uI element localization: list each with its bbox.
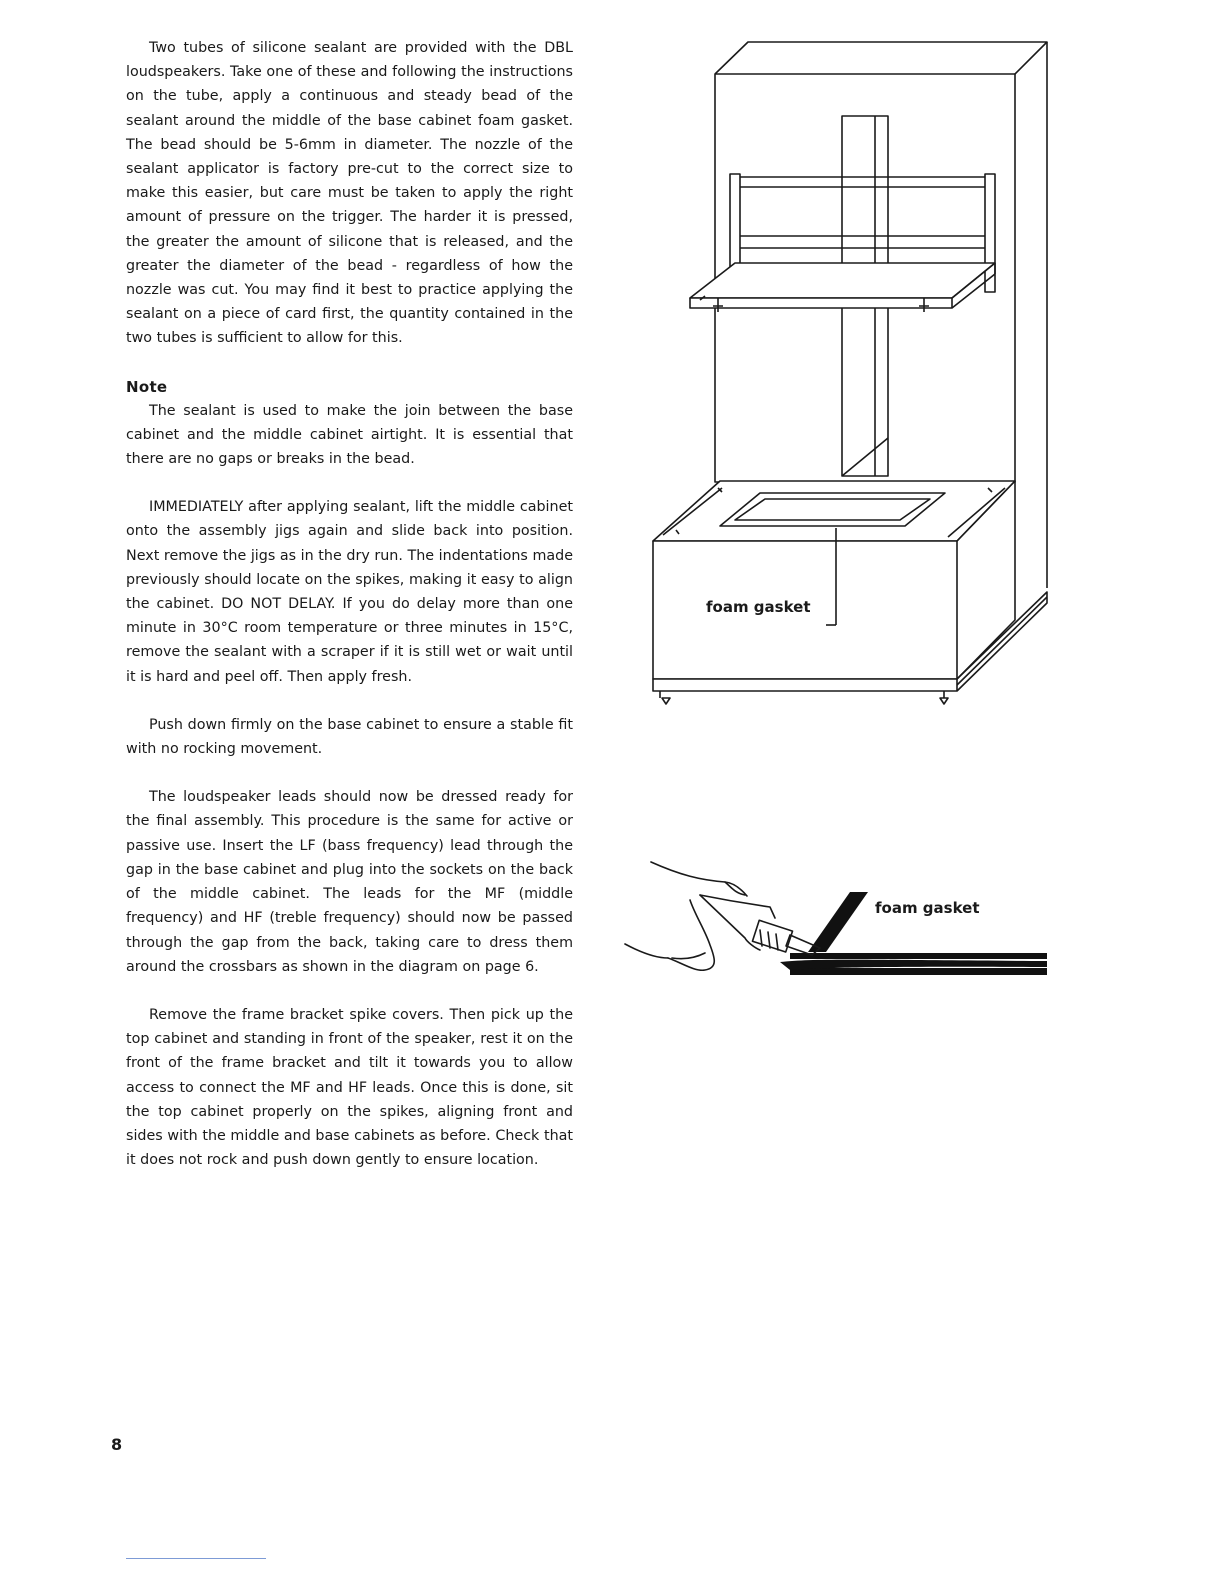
note-heading: Note xyxy=(126,377,168,396)
cabinet-diagram xyxy=(640,30,1060,720)
footer-rule xyxy=(126,1558,266,1559)
paragraph-sealant-instructions: Two tubes of silicone sealant are provided with the DBL loudspeakers. Take one of these and following the instructions on the tube, apply a continuous and steady bead of the sealant around the middle of the base cabinet foam gasket. The bead should be 5-6mm in diameter. The nozzle of the sealant applicator is factory pre-cut to the correct size to make this easier, but care must be taken to apply the right amount of pressure on the trigger. The harder it is pressed, the greater the amount of silicone that is released, and the greater the diameter of the bead - regardless of how the nozzle was cut. You may find it best to practice applying the sealant on a piece of card first, the quantity contained in the two tubes is sufficient to allow for this. xyxy=(126,40,573,347)
page-number: 8 xyxy=(111,1435,123,1454)
paragraph-leads: The loudspeaker leads should now be dressed ready for the final assembly. This procedure is the same for active or passive use. Insert the LF (bass frequency) lead through the gap in the base cabinet and plug into the sockets on the back of the middle cabinet. The leads for the MF (middle frequency) and HF (treble frequency) should now be passed through the gap from the back, taking care to dress them around the crossbars as shown in the diagram on page 6. xyxy=(126,789,573,975)
paragraph-push-down: Push down firmly on the base cabinet to ensure a stable fit with no rocking movement. xyxy=(126,716,573,758)
note-text: The sealant is used to make the join between the base cabinet and the middle cabinet airtight. It is essential that there are no gaps or breaks in the bead. xyxy=(126,402,573,468)
paragraph-immediately: IMMEDIATELY after applying sealant, lift the middle cabinet onto the assembly jigs again and slide back into position. Next remove the jigs as in the dry run. The indentations made previously should locate on the spikes, making it easy to align the cabinet. DO NOT DELAY. If you do delay more than one minute in 30°C room temperature or three minutes in 15°C, remove the sealant with a scraper if it is still wet or wait until it is hard and peel off. Then apply fresh. xyxy=(126,499,573,685)
cabinet-foam-gasket-label: foam gasket xyxy=(706,598,811,616)
sealant-applicator-diagram xyxy=(620,855,1060,985)
paragraph-spike-covers: Remove the frame bracket spike covers. Then pick up the top cabinet and standing in front of the speaker, rest it on the front of the frame bracket and tilt it towards you to allow access to connect the MF and HF leads. Once this is done, sit the top cabinet properly on the spikes, aligning front and sides with the middle and base cabinets as before. Check that it does not rock and push down gently to ensure location. xyxy=(126,1006,573,1169)
text-column xyxy=(126,36,573,1172)
applicator-foam-gasket-label: foam gasket xyxy=(875,899,980,917)
